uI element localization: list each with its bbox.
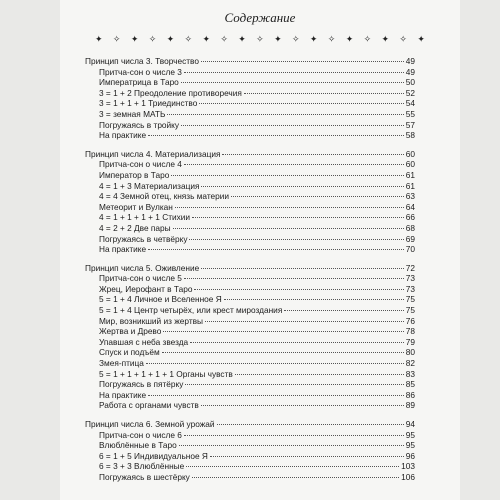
dot-leader xyxy=(194,289,403,290)
toc-entry[interactable] xyxy=(85,212,415,223)
toc-entry-label: 4 = 1 + 1 + 1 + 1 Стихии xyxy=(99,212,191,223)
ornament-star-icon: ✧ xyxy=(256,34,264,44)
dot-leader xyxy=(205,321,404,322)
toc-entry[interactable] xyxy=(85,284,415,295)
toc-page-number: 50 xyxy=(405,77,415,88)
dot-leader xyxy=(199,103,403,104)
ornament-star-icon: ✦ xyxy=(95,34,103,44)
toc-entry-label: Спуск и подъём xyxy=(99,347,160,358)
toc-entry-label: Работа с органами чувств xyxy=(99,400,199,411)
ornament-star-icon: ✦ xyxy=(345,34,354,44)
toc-entry[interactable] xyxy=(85,472,415,483)
toc-entry[interactable] xyxy=(85,461,415,472)
toc-section xyxy=(85,149,415,255)
toc-page-number: 95 xyxy=(405,429,415,440)
dot-leader xyxy=(244,93,404,94)
toc-entry[interactable] xyxy=(85,67,415,78)
toc-section-heading[interactable] xyxy=(85,419,415,430)
toc-page-number: 103 xyxy=(401,461,415,472)
toc-page-number: 60 xyxy=(405,148,415,159)
dot-leader xyxy=(184,164,404,165)
toc-page-number: 64 xyxy=(405,201,415,212)
toc-page-number: 85 xyxy=(405,379,415,390)
toc-page-number: 68 xyxy=(405,222,415,233)
toc-entry-label: На практике xyxy=(99,130,147,141)
toc-entry-label: 4 = 4 Земной отец, князь материи xyxy=(99,191,230,202)
toc-entry-label: Метеорит и Вулкан xyxy=(99,201,173,212)
dot-leader xyxy=(175,207,404,208)
toc-page-number: 75 xyxy=(405,305,415,316)
toc-page-number: 57 xyxy=(405,119,415,130)
dot-leader xyxy=(192,477,399,478)
toc-page-number: 60 xyxy=(405,159,415,170)
toc-entry[interactable] xyxy=(85,244,415,255)
toc-entry-label: Погружаясь в шестёрку xyxy=(99,471,190,482)
toc-entry-label: Влюблённые в Таро xyxy=(99,440,177,451)
toc-entry-label: Притча-сон о числе 4 xyxy=(99,159,182,170)
toc-page-number: 49 xyxy=(405,66,415,77)
dot-leader xyxy=(190,342,404,343)
dot-leader xyxy=(146,363,404,364)
toc-entry-label: 6 = 3 + 3 Влюблённые xyxy=(99,461,185,472)
toc-entry[interactable] xyxy=(85,181,415,192)
dot-leader xyxy=(171,175,403,176)
toc-section-heading[interactable] xyxy=(85,149,415,160)
toc-entry[interactable] xyxy=(85,130,415,141)
dot-leader xyxy=(167,114,403,115)
dot-leader xyxy=(179,445,404,446)
toc-entry[interactable] xyxy=(85,77,415,88)
toc-entry[interactable] xyxy=(85,326,415,337)
ornament-star-icon: ✦ xyxy=(417,34,425,44)
toc-entry-label: Принцип числа 5. Оживление xyxy=(85,262,200,273)
dot-leader xyxy=(148,249,404,250)
toc-entry-label: Принцип числа 3. Творчество xyxy=(85,56,199,66)
ornament-star-icon: ✧ xyxy=(327,34,336,44)
toc-entry[interactable] xyxy=(85,159,415,170)
ornament-star-icon: ✦ xyxy=(166,34,175,44)
toc-page-number: 73 xyxy=(405,273,415,284)
toc-entry[interactable] xyxy=(85,379,415,390)
toc-page-number: 106 xyxy=(401,471,415,482)
toc-entry-label: Погружаясь в пятёрку xyxy=(99,379,184,390)
ornament-star-icon: ✦ xyxy=(309,34,318,44)
ornament-star-icon: ✧ xyxy=(363,34,372,44)
toc-entry-label: 5 = 1 + 4 Личное и Вселенное Я xyxy=(99,294,222,305)
ornament-divider xyxy=(95,34,425,45)
toc-entry[interactable] xyxy=(85,390,415,401)
toc-page-number: 89 xyxy=(405,400,415,411)
toc-entry-label: 4 = 1 + 3 Материализация xyxy=(99,180,200,191)
toc-section-heading[interactable] xyxy=(85,56,415,67)
ornament-star-icon: ✦ xyxy=(381,34,390,44)
dot-leader xyxy=(181,82,404,83)
toc-entry-label: Змея-птица xyxy=(99,358,144,369)
dot-leader xyxy=(162,352,404,353)
toc-entry[interactable] xyxy=(85,170,415,181)
dot-leader xyxy=(181,125,404,126)
toc-entry-label: 5 = 1 + 1 + 1 + 1 + 1 Органы чувств xyxy=(99,368,233,379)
toc-page-number: 78 xyxy=(405,326,415,337)
toc-entry-label: 4 = 2 + 2 Две пары xyxy=(99,222,171,233)
toc-entry-label: Император в Таро xyxy=(99,169,170,180)
toc-page-number: 79 xyxy=(405,336,415,347)
toc-entry-label: На практике xyxy=(99,389,147,400)
dot-leader xyxy=(224,299,404,300)
toc-page-number: 55 xyxy=(405,108,415,119)
toc-page-number: 73 xyxy=(405,283,415,294)
toc-page-number: 76 xyxy=(405,315,415,326)
toc-entry-label: Мир, возникший из жертвы xyxy=(99,315,203,326)
toc-entry[interactable] xyxy=(85,294,415,305)
ornament-star-icon: ✦ xyxy=(274,34,282,44)
toc-entry[interactable] xyxy=(85,305,415,316)
dot-leader xyxy=(163,331,403,332)
toc-entry[interactable] xyxy=(85,109,415,120)
toc-entry-label: Принцип числа 6. Земной урожай xyxy=(85,419,215,429)
toc-page-number: 61 xyxy=(405,180,415,191)
toc-entry[interactable] xyxy=(85,191,415,202)
dot-leader xyxy=(201,61,404,62)
toc-entry-label: Принцип числа 4. Материализация xyxy=(85,148,221,159)
dot-leader xyxy=(148,135,404,136)
toc-entry[interactable] xyxy=(85,347,415,358)
toc-entry-label: На практике xyxy=(99,244,147,255)
dot-leader xyxy=(201,405,404,406)
toc-entry-label: Погружаясь в тройку xyxy=(99,119,180,130)
toc-entry[interactable] xyxy=(85,337,415,348)
toc-entry-label: Жрец, Иерофант в Таро xyxy=(99,283,193,294)
toc-entry[interactable] xyxy=(85,98,415,109)
toc-entry[interactable] xyxy=(85,88,415,99)
toc-page-number: 52 xyxy=(405,87,415,98)
toc-entry[interactable] xyxy=(85,273,415,284)
dot-leader xyxy=(284,310,403,311)
toc-entry-label: 6 = 1 + 5 Индивидуальное Я xyxy=(99,450,208,461)
ornament-star-icon: ✧ xyxy=(291,34,300,44)
toc-entry[interactable] xyxy=(85,430,415,441)
toc-page-number: 66 xyxy=(405,212,415,223)
ornament-star-icon: ✦ xyxy=(202,34,210,44)
dot-leader xyxy=(184,72,404,73)
toc-page-number: 80 xyxy=(405,347,415,358)
toc-entry-label: Притча-сон о числе 6 xyxy=(99,429,182,440)
dot-leader xyxy=(201,268,404,269)
dot-leader xyxy=(210,456,404,457)
toc-entry-label: 3 = земная МАТЬ xyxy=(99,108,166,119)
toc-page-number: 95 xyxy=(405,440,415,451)
dot-leader xyxy=(189,239,403,240)
ornament-star-icon: ✧ xyxy=(399,34,407,44)
toc-entry[interactable] xyxy=(85,400,415,411)
toc-page-number: 72 xyxy=(405,262,415,273)
dot-leader xyxy=(201,186,403,187)
toc-entry[interactable] xyxy=(85,202,415,213)
toc-entry[interactable] xyxy=(85,120,415,131)
toc-page-number: 96 xyxy=(405,450,415,461)
toc-entry-label: Притча-сон о числе 3 xyxy=(99,66,182,77)
toc-page-number: 86 xyxy=(405,389,415,400)
toc-page-number: 61 xyxy=(405,169,415,180)
toc-entry[interactable] xyxy=(85,234,415,245)
dot-leader xyxy=(148,395,404,396)
toc-entry-label: Жертва и Древо xyxy=(99,326,162,337)
ornament-star-icon: ✧ xyxy=(184,34,193,44)
toc-entry[interactable] xyxy=(85,316,415,327)
toc-page-number: 69 xyxy=(405,233,415,244)
toc-entry[interactable] xyxy=(85,369,415,380)
ornament-star-icon: ✧ xyxy=(148,34,157,44)
toc-entry-label: Упавшая с неба звезда xyxy=(99,336,189,347)
toc-entry-label: Императрица в Таро xyxy=(99,77,179,88)
dot-leader xyxy=(235,374,404,375)
toc-entry-label: Притча-сон о числе 5 xyxy=(99,273,182,284)
dot-leader xyxy=(231,196,404,197)
toc-section xyxy=(85,263,415,411)
toc-section xyxy=(85,56,415,141)
toc-entry[interactable] xyxy=(85,451,415,462)
toc-entry[interactable] xyxy=(85,358,415,369)
toc-page-number: 94 xyxy=(405,419,415,429)
dot-leader xyxy=(185,384,403,385)
toc-section xyxy=(85,419,415,483)
ornament-star-icon: ✦ xyxy=(238,34,246,44)
ornament-star-icon: ✧ xyxy=(220,34,228,44)
dot-leader xyxy=(186,466,399,467)
toc-page-number: 58 xyxy=(405,130,415,141)
toc-page-number: 63 xyxy=(405,191,415,202)
toc-entry-label: Погружаясь в четвёрку xyxy=(99,233,188,244)
toc-entry-label: 3 = 1 + 1 + 1 Триединство xyxy=(99,98,198,109)
toc-page-number: 82 xyxy=(405,358,415,369)
toc-section-heading[interactable] xyxy=(85,263,415,274)
ornament-star-icon: ✦ xyxy=(130,34,139,44)
dot-leader xyxy=(192,217,404,218)
page-title: Содержание xyxy=(224,10,296,25)
dot-leader xyxy=(184,435,404,436)
toc-page-number: 83 xyxy=(405,368,415,379)
dot-leader xyxy=(173,228,404,229)
dot-leader xyxy=(217,424,404,425)
dot-leader xyxy=(222,154,403,155)
toc-entry-label: 5 = 1 + 4 Центр четырёх, или крест мироздания xyxy=(99,305,283,316)
toc-entry-label: 3 = 1 + 2 Преодоление противоречия xyxy=(99,87,242,98)
table-of-contents xyxy=(85,56,415,491)
dot-leader xyxy=(184,278,404,279)
toc-page-number: 54 xyxy=(405,98,415,109)
toc-entry[interactable] xyxy=(85,223,415,234)
ornament-star-icon: ✧ xyxy=(112,34,121,44)
toc-page-number: 49 xyxy=(405,56,415,66)
toc-entry[interactable] xyxy=(85,440,415,451)
toc-page-number: 75 xyxy=(405,294,415,305)
toc-page-number: 70 xyxy=(405,244,415,255)
